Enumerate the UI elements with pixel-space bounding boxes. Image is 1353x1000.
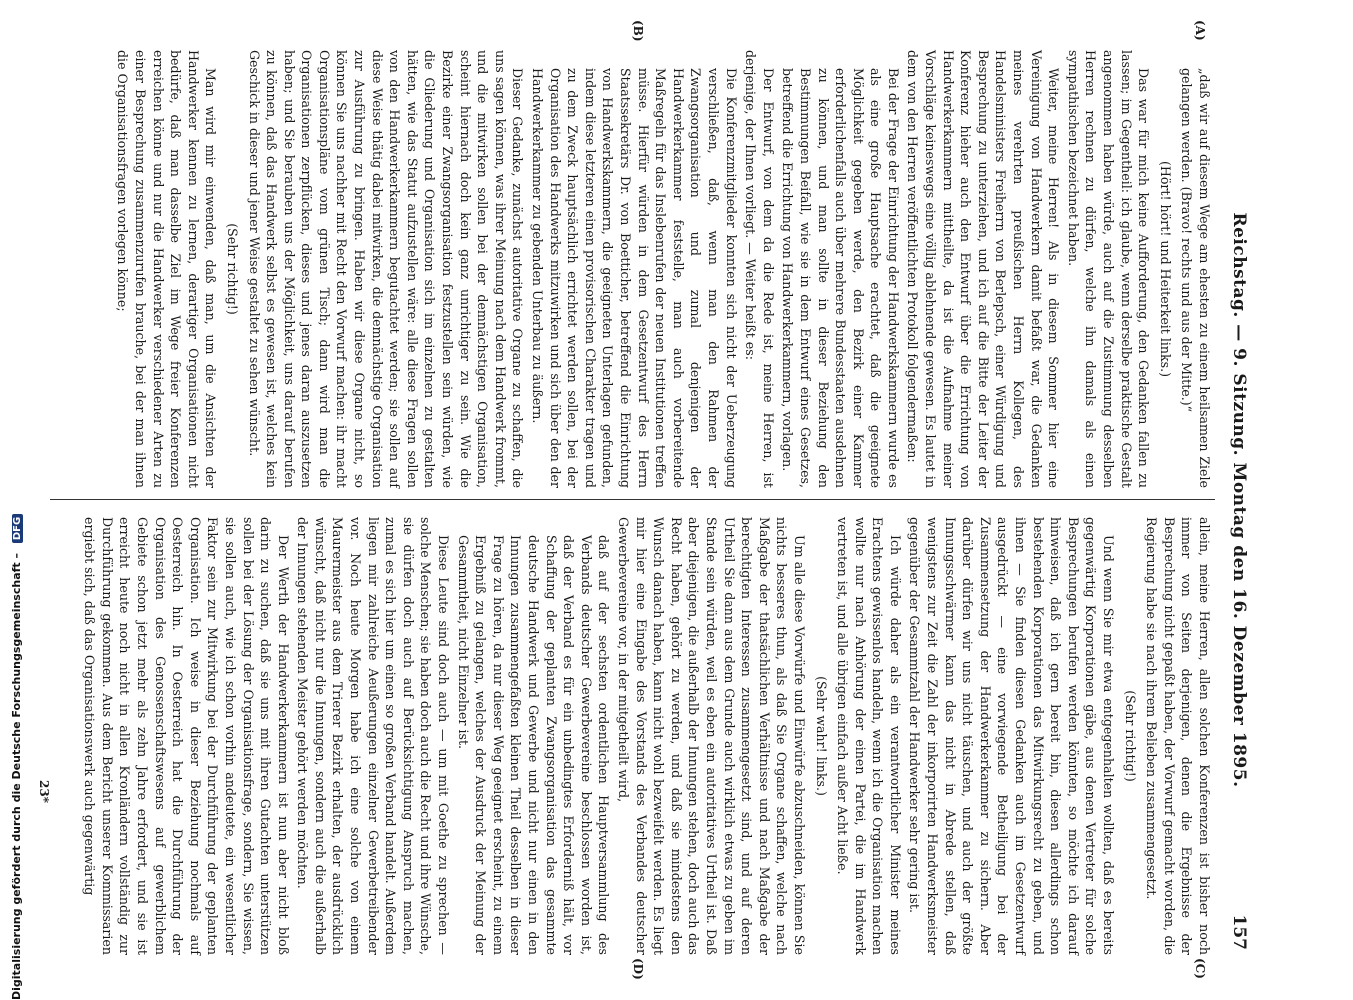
running-title: Reichstag. — 9. Sitzung. Montag den 16. Dezember 1895.: [1229, 212, 1249, 788]
paragraph: Weiter, meine Herren! Als in diesem Sommer hier eine Vereinigung von Handwerkern damit befaßt war, die Gedanken meines verehrten preußischen Herrn Kollegen, des Handelsministers Freiherrn von Berlepsch, einer Würdigung und Besprechung zu unterziehen, und ich auf die Bitte der Leiter der Konferenz hieher auch den Entwurf über die Errichtung von Handwerkerkammern mittheilte, da ist die Aufnahme meiner Vorschläge keineswegs eine völlig ablehnende gewesen. Es lautet in dem von den Herren veröffentlichten Protokoll folgendermaßen:: [905, 50, 1062, 488]
paragraph: Um alle diese Vorwürfe und Einwürfe abzuschneiden, können Sie nichts besseres thun, als daß Sie Organe schaffen, welche nach Maßgabe der thatsächlichen Verhältnisse und nach Maßgabe der berechtigten Interessen zusammengesetzt sind, und auf deren Urtheil Sie dann aus dem Grunde auch wirklich etwas zu geben im Stande sein würden, weil es eben ein autoritatives Urtheil ist. Daß aber diejenigen, die außerhalb der Innungen stehen, doch auch das Recht haben, gehört zu werden, und daß sie mindestens den Wunsch danach haben, kann nicht wohl bezweifelt werden. Es liegt mir hier eine Eingabe des Vorstands des Verbandes deutscher Gewerbevereine vor, in der mitgetheilt wird,: [616, 517, 807, 955]
interjection: (Hört! hört! und Heiterkeit links.): [1157, 160, 1173, 378]
credit-text: Digitalisierung gefördert durch die Deutsche Forschungsgemeinschaft –: [10, 553, 23, 1000]
paragraph: Bei der Frage der Einrichtung der Handwerkskammern wurde es als eine große Hauptsache erachtet, daß die geeignete Möglichkeit gegeben werde, den Bezirk einer Kammer erforderlichenfalls auch über mehrere Bundesstaaten ausdehnen zu können, und man sollte in dieser Beziehung den Bestimmungen Beifall, wie sie in dem Entwurf eines Gesetzes, betreffend die Errichtung von Handwerkerkammern, vorlagen.: [780, 68, 901, 488]
paragraph: Das war für mich keine Aufforderung, den Gedanken fallen zu lassen; im Gegentheil: ich glaube, wenn derselbe praktische Gestalt angenommen haben würde, auch auf die Zustimmung desselben Herren rechnen zu dürfen, welche ihn damals als einen sympathischen bezeichnet haben.: [1065, 50, 1152, 488]
dfg-logo: DFG: [12, 514, 23, 543]
column-divider: [50, 499, 1215, 500]
paragraph: „daß wir auf diesem Wege am ehesten zu einem heilsamen Ziele gelangen werden. (Bravo! rechts und aus der Mitte.)“: [1179, 68, 1212, 488]
margin-marker-d: (D): [631, 958, 645, 980]
margin-marker-b: (B): [631, 20, 645, 42]
paragraph: Der Werth der Handwerkerkammern ist nun aber nicht bloß darin zu suchen, daß sie uns mit ihren Gutachten unterstützen sollen bei der Lösung der Organisationsfrage, sondern, Sie wissen, sie sollen auch, wie ich schon vorhin andeutete, ein wesentlicher Faktor sein zur Mitwirkung bei der Durchführung der geplanten Organisation. Ich weise in dieser Beziehung nochmals auf Oesterreich hin. In Oesterreich hat die Durchführung der Organisation des Genossenschaftswesens auf gewerblichem Gebiete schon jetzt mehr als zehn Jahre erfordert, und sie ist erreicht heute noch nicht in allen Kronländern vollständig zur Durchführung gekommen. Aus dem Bericht unserer Kommissarien ergiebt sich, daß das Organisationswerk auch gegenwärtig: [82, 517, 291, 955]
paragraph: allein, meine Herren, allen solchen Konferenzen ist bisher noch immer von Seiten derjenigen, denen die Ergebnisse der Besprechung nicht gepaßt haben, der Vorwurf gemacht worden, die Regierung habe sie nach ihrem Belieben zusammengesetzt.: [1144, 517, 1212, 955]
paragraph: Man wird mir einwenden, daß man, um die Ansichten der Handwerker kennen zu lernen, derartiger Organisationen nicht bedürfe, daß man dasselbe Ziel im Wege freier Konferenzen erreichen könne und nur die Handwerker verschiedener Arten zu einer Besprechung zusammenzurufen brauche, bei der man ihnen die Organisationsfragen vorlegen könne;: [115, 50, 219, 488]
paragraph: Diese Leute sind doch auch — um mit Goethe zu sprechen — solche Menschen; sie haben doch auch die Recht und ihre Wünsche, sie dürfen doch auch auf Berücksichtigung Anspruch machen, zumal es sich hier um einen so großen Verband handelt. Außerdem liegen mir zahlreiche Aeußerungen einzelner Gewerbetreibender vor. Noch heute Morgen habe ich eine solche von einem Maurermeister aus dem Trierer Bezirk erhalten, der ausdrücklich wünscht, daß nicht nur die Innungen, sondern auch die außerhalb der Innungen stehenden Meister gehört werden möchten.: [295, 517, 452, 955]
left-column: [112, 50, 1213, 488]
paragraph: Die Konferenzmitglieder konnten sich nicht der Ueberzeugung verschließen, daß, wenn man den Rahmen der Zwangsorganisation und zumal denjenigen der Handwerkerkammer feststelle, man auch vorbereitende Maßregeln für das Inslebenrufen der neuen Institutionen treffen müsse. Hierfür würden in dem Gesetzentwurf des Herrn Staatssekretärs Dr. von Boetticher, betreffend die Einrichtung von Handwerkskammern, die geeigneten Unterlagen gefunden, indem diese letzteren einen provisorischen Charakter tragen und zu dem Zweck hauptsächlich errichtet werden sollen, bei der Organisation des Handwerks mitzuwirken und sich über den der Handwerkerkammer zu gebenden Unterbau zu äußern.: [530, 68, 739, 488]
interjection: (Sehr wahr! links.): [813, 676, 829, 796]
document-page: [20, 0, 1265, 1000]
interjection: (Sehr richtig!): [1122, 690, 1138, 782]
interjection: (Sehr richtig!): [224, 223, 240, 315]
digitization-credit: [10, 0, 26, 1000]
signature-mark: 23*: [37, 780, 51, 803]
paragraph: Ich würde daher als ein verantwortlicher Minister meines Erachtens gewissenlos handeln, wenn ich die Organisation machen wollte nur nach Anhörung der einen Partei, die im Handwerk vertreten ist, und alle übrigen einfach außer Acht ließe.: [835, 517, 903, 955]
paragraph: Dieser Gedanke, zunächst autoritative Organe zu schaffen, die uns sagen können, was ihrer Meinung nach dem Handwerk frommt, und die mitwirken sollen bei der demnächstigen Organisation, scheint hiernach doch kein ganz unrichtiger zu sein. Wie die Bezirke einer Zwangsorganisation festzustellen sein würden, wie die Gliederung und Organisation sich im einzelnen zu gestalten hätten, wie das Statut aufzustellen wäre: alle diese Fragen sollen von den Handwerkerkammern begutachtet werden; sie sollen auf diese Weise thätig dabei mitwirken, die demnächstige Organisation zur Ausführung zu bringen. Haben wir diese Organe nicht, so können Sie uns nachher mit Recht den Vorwurf machen: ihr macht Organisationspläne vom grünen Tisch; dann wird man die Organisationen zerpflücken, dieses und jenes daran auszusetzen haben; und Sie berauben uns der Möglichkeit, uns darauf berufen zu können, daß das Handwerk selbst es gewesen ist, welches kein Geschick in dieser und jener Weise gestaltet zu sehen wünscht.: [246, 50, 526, 488]
page-header: [1217, 50, 1255, 950]
margin-marker-c: (C): [1193, 958, 1207, 979]
page-number: 157: [1229, 914, 1249, 950]
margin-marker-a: (A): [1193, 20, 1207, 41]
paragraph: Und wenn Sie mir etwa entgegenhalten wollten, daß es bereits gegenwärtig Korporationen gäbe, aus denen Vertreter für solche Besprechungen berufen werden könnten, so möchte ich darauf hinweisen, daß ich gern bereit bin, diesen allerdings schon bestehenden Korporationen das Mitwirkungsrecht zu geben, und ihnen — Sie finden diesen Gedanken auch im Gesetzentwurf ausgedrückt — eine vorwiegende Betheiligung bei der Zusammensetzung der Handwerkerkammer zu sichern. Aber darüber dürfen wir uns nicht täuschen, und auch der größte Innungsschwärmer kann das nicht in Abrede stellen, daß wenigstens zur Zeit die Zahl der inkorporirten Handwerksmeister gegenüber der Gesammtzahl der Handwerker sehr gering ist.: [907, 517, 1117, 955]
paragraph: Der Entwurf, von dem da die Rede ist, meine Herren, ist derjenige, der Ihnen vorliegt. — Weiter heißt es:: [743, 50, 776, 488]
paragraph: daß auf der sechsten ordentlichen Hauptversammlung des Verbands deutscher Gewerbevereine beschlossen worden ist, daß der Verband es für ein unbedingtes Erforderniß hält, vor Schaffung der geplanten Zwangsorganisation das gesammte deutsche Handwerk und Gewerbe und nicht nur einen in den Innungen zusammengefaßten kleinen Theil desselben in dieser Frage zu hören, da nur dieser Weg geeignet erscheint, zu einem Ergebniß zu gelangen, welches der Ausdruck der Meinung der Gesammtheit, nicht Einzelner ist.: [455, 535, 612, 955]
right-column: [79, 517, 1213, 955]
